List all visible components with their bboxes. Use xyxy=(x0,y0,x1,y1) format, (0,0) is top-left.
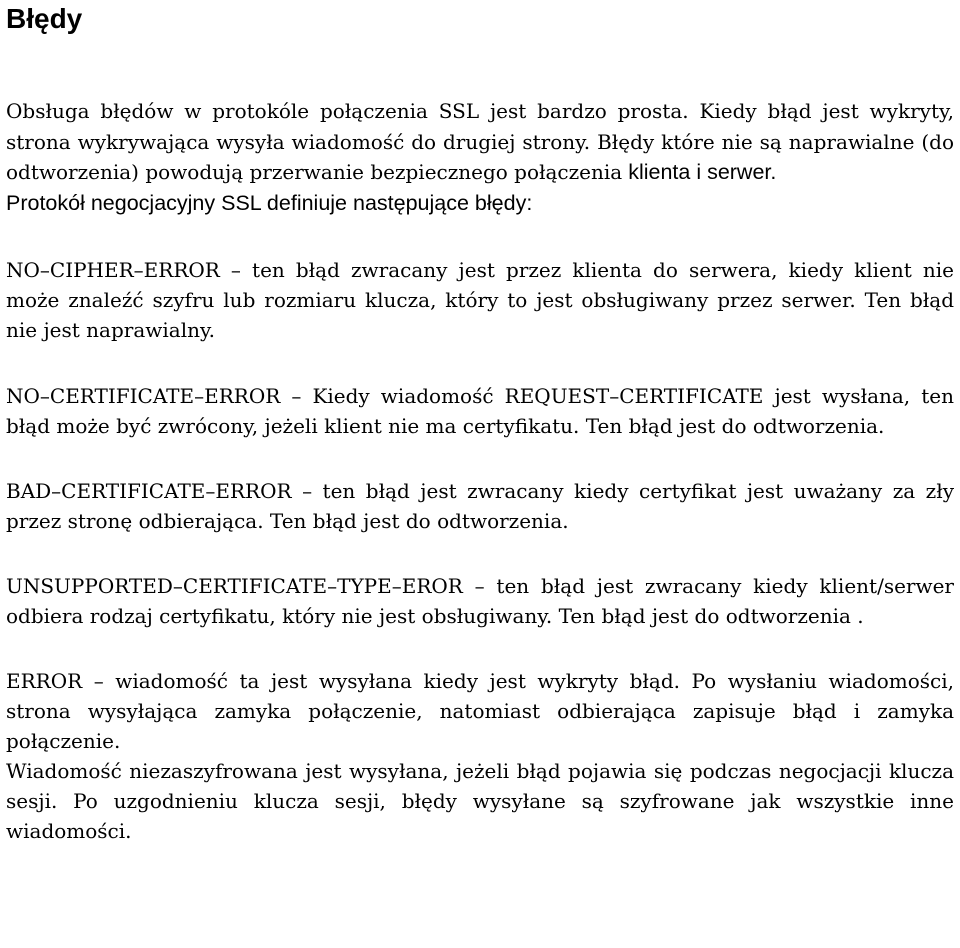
error-name: ERROR xyxy=(6,668,83,693)
error-item-no-certificate xyxy=(6,381,954,441)
error-name: BAD–CERTIFICATE–ERROR xyxy=(6,478,292,503)
error-name: NO–CERTIFICATE–ERROR xyxy=(6,383,281,408)
intro-text-end: klienta i serwer. xyxy=(622,160,777,184)
error-item-no-cipher xyxy=(6,255,954,345)
document-page xyxy=(6,0,954,846)
error-item-bad-certificate xyxy=(6,476,954,536)
protocol-line: Protokół negocjacyjny SSL definiuje następujące błędy: xyxy=(6,190,533,215)
error-name: NO–CIPHER–ERROR xyxy=(6,257,220,282)
intro-paragraph xyxy=(6,96,954,188)
error-description: – Kiedy wiadomość REQUEST–CERTIFICATE jest wysłana, ten błąd może być zwrócony, jeżeli klient nie ma certyfikatu. Ten błąd jest do odtworzenia. xyxy=(6,383,954,438)
page-title: Błędy xyxy=(6,3,83,34)
error-item-unsupported-certificate-type xyxy=(6,571,954,631)
error-description: – ten błąd jest zwracany kiedy certyfikat jest uważany za zły przez stronę odbierająca. Ten błąd jest do odtworzenia. xyxy=(6,478,954,533)
intro-text: Obsługa błędów w protokóle połączenia SSL jest bardzo prosta. Kiedy błąd jest wykryty, strona wykrywająca wysyła wiadomość do drugiej strony. Błędy które nie są naprawialne (do odtworzenia) powodują przerwanie bezpiecznego połączenia xyxy=(6,99,954,184)
error-name: UNSUPPORTED–CERTIFICATE–TYPE–EROR xyxy=(6,573,463,598)
error-description: – ten błąd jest zwracany kiedy klient/serwer odbiera rodzaj certyfikatu, który nie jest obsługiwany. Ten błąd jest do odtworzenia . xyxy=(6,573,954,628)
error-description: – wiadomość ta jest wysyłana kiedy jest wykryty błąd. Po wysłaniu wiadomości, strona wysyłająca zamyka połączenie, natomiast odbierająca zapisuje błąd i zamyka połączenie. xyxy=(6,668,954,753)
closing-paragraph: Wiadomość niezaszyfrowana jest wysyłana, jeżeli błąd pojawia się podczas negocjacji klucza sesji. Po uzgodnieniu klucza sesji, błędy wysyłane są szyfrowane jak wszystkie inne wiadomości. xyxy=(6,758,954,843)
error-description: – ten błąd zwracany jest przez klienta do serwera, kiedy klient nie może znaleźć szyfru lub rozmiaru klucza, który to jest obsługiwany przez serwer. Ten błąd nie jest naprawialny. xyxy=(6,257,954,342)
error-item-error xyxy=(6,666,954,756)
